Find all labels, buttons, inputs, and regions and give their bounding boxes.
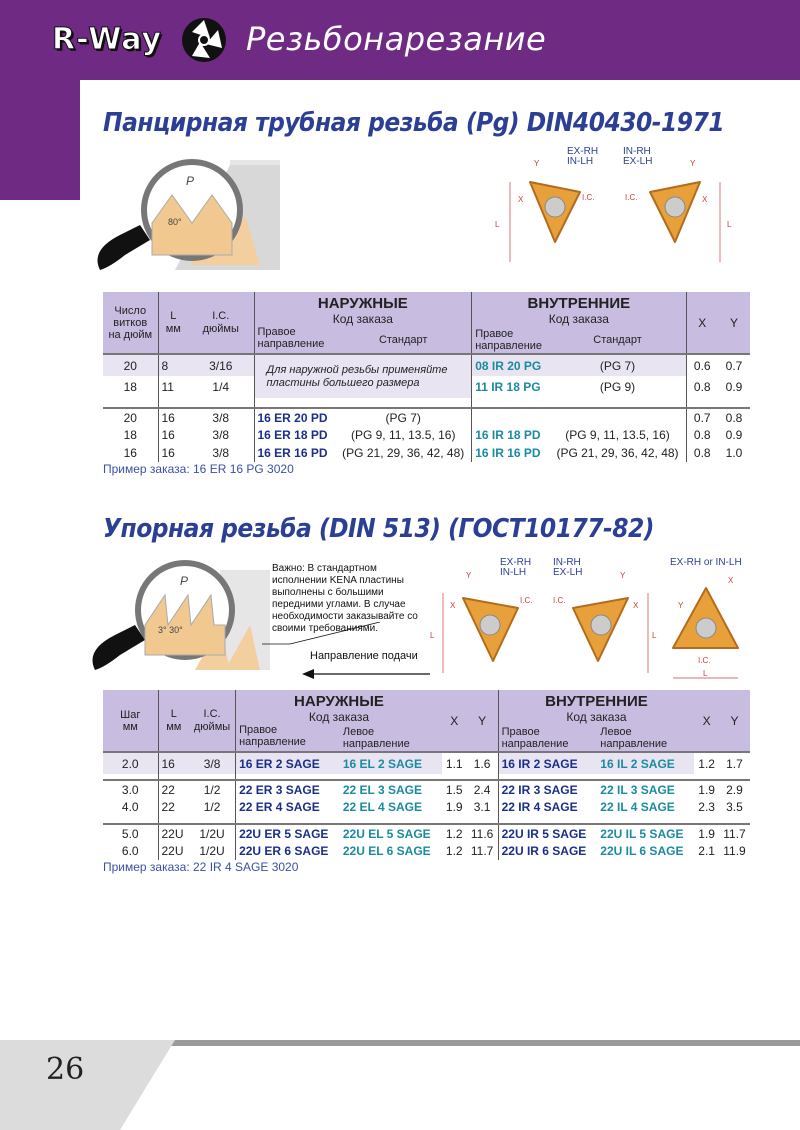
ext-header: НАРУЖНЫЕ (254, 292, 472, 312)
label-ic-right: I.C. (625, 193, 638, 202)
table-row: 16 16 3/8 16 ER 16 PD (PG 21, 29, 36, 42, 48) 16 IR 16 PD (PG 21, 29, 36, 42, 48) 0.8 1.0 (103, 444, 750, 462)
label2-in-lh: IN-LH (500, 567, 527, 578)
section2-title: Упорная резьба (DIN 513) (ГОСТ10177-82) (103, 514, 654, 544)
section2-insert-diagram (428, 553, 763, 683)
ext-std: Стандарт (335, 326, 471, 354)
label2-y-third: Y (678, 601, 684, 610)
section1-title: Панцирная трубная резьба (Pg) DIN40430-1971 (103, 108, 725, 138)
int-header: ВНУТРЕННИЕ (472, 292, 686, 312)
label-in-rh: IN-RH (623, 146, 651, 157)
label2-y-right: Y (620, 571, 626, 580)
ext2-left-dir: Левое направление (342, 725, 410, 750)
col-l2-header: L мм (166, 707, 182, 733)
int2-subheader: Код заказа (566, 710, 627, 724)
label2-ex-lh: EX-LH (553, 567, 583, 578)
ext-right-dir: Правое направление (257, 326, 325, 350)
table-row: 5.0 22U 1/2U 22U ER 5 SAGE 22U EL 5 SAGE 1.2 11.6 22U IR 5 SAGE 22U IL 5 SAGE 1.9 11.7 (103, 824, 750, 842)
section1-insert-diagram (490, 142, 740, 272)
label2-ic-third: I.C. (698, 656, 711, 665)
table-row: 20 8 3/16 Для наружной резьбы применяйте пластины большего размера 08 IR 20 PG (PG 7) 0.6 0.7 (103, 354, 750, 376)
section1-table (103, 292, 750, 462)
int-std: Стандарт (550, 326, 686, 354)
ext-subheader: Код заказа (254, 312, 472, 326)
label-ex-rh: EX-RH (567, 146, 599, 157)
loupe2-angle-label: 3° 30° (158, 625, 183, 635)
table-row: 2.0 16 3/8 16 ER 2 SAGE 16 EL 2 SAGE 1.1 1.6 16 IR 2 SAGE 16 IL 2 SAGE 1.2 1.7 (103, 752, 750, 774)
ext2-subheader: Код заказа (308, 710, 370, 724)
label-ic-left: I.C. (582, 193, 595, 202)
ext-note: Для наружной резьбы применяйте пластины большего размера (254, 354, 472, 398)
col-y-header: Y (729, 315, 738, 330)
table-row: 18 16 3/8 16 ER 18 PD (PG 9, 11, 13.5, 16) 16 IR 18 PD (PG 9, 11, 13.5, 16) 0.8 0.9 (103, 426, 750, 444)
ext2-header: НАРУЖНЫЕ (294, 693, 384, 710)
label2-ic-right: I.C. (553, 596, 566, 605)
section1-loupe-illustration (80, 155, 280, 280)
label-x-right: X (702, 195, 708, 204)
feed-arrow-icon (300, 666, 440, 682)
col-x-header: X (698, 315, 707, 330)
section1-order-example: Пример заказа: 16 ER 16 PG 3020 (103, 462, 294, 476)
col-l-header: L мм (165, 309, 181, 335)
label-l-right: L (727, 220, 732, 229)
col-y2-header: Y (730, 713, 739, 728)
loupe-angle-label: 80° (168, 217, 182, 227)
int2-header: ВНУТРЕННИЕ (545, 693, 648, 710)
col-y1-header: Y (467, 690, 499, 752)
ext2-right-dir: Правое направление (239, 724, 306, 748)
col-threads-header: Число витков на дюйм (103, 292, 158, 354)
label2-third: EX-RH or IN-LH (670, 557, 742, 568)
int2-right-dir: Правое направление (501, 725, 569, 750)
col-pitch-header: Шаг мм (103, 690, 158, 752)
label2-x-left: X (450, 601, 456, 610)
table-row: 3.0 22 1/2 22 ER 3 SAGE 22 EL 3 SAGE 1.5 2.4 22 IR 3 SAGE 22 IL 3 SAGE 1.9 2.9 (103, 780, 750, 798)
brand-logo-icon (178, 14, 230, 66)
int-right-dir: Правое направление (475, 327, 543, 352)
label2-l-left: L (430, 631, 435, 640)
label2-x-right: X (633, 601, 639, 610)
label2-ic-left: I.C. (520, 596, 533, 605)
section2-table (103, 690, 750, 860)
label2-x-third: X (728, 576, 734, 585)
header-title: Резьбонарезание (246, 20, 547, 58)
table-row: 18 11 1/4 11 IR 18 PG (PG 9) 0.8 0.9 (103, 376, 750, 398)
label2-ex-rh: EX-RH (500, 557, 532, 568)
loupe-p-label: P (186, 174, 195, 188)
section2-important-note: Важно: В стандартном исполнении KENA пластины выполнены с большими передними углами. В случае необходимости заказывайте со своими требованиями. (272, 563, 418, 634)
label-l-left: L (495, 220, 500, 229)
feed-direction-label: Направление подачи (310, 650, 418, 662)
footer-band (0, 1040, 800, 1130)
header-side-band (0, 80, 80, 200)
col-ic2-header: I.C. дюймы (189, 690, 236, 752)
label2-l-third: L (703, 669, 708, 678)
col-ic-header: I.C. дюймы (188, 292, 254, 354)
table-row: 20 16 3/8 16 ER 20 PD (PG 7) 0.7 0.8 (103, 408, 750, 426)
label-y-left: Y (534, 159, 540, 168)
loupe2-p-label: P (180, 574, 189, 588)
col-x1-header: X (450, 713, 459, 728)
label2-in-rh: IN-RH (553, 557, 581, 568)
col-x2-header: X (702, 713, 711, 728)
brand-name: R-Way (52, 22, 163, 57)
int2-left-dir: Левое направление (600, 725, 668, 750)
label2-y-left: Y (466, 571, 472, 580)
int-subheader: Код заказа (472, 312, 686, 326)
label2-l-right: L (652, 631, 657, 640)
page-number: 26 (46, 1052, 85, 1087)
label-x-left: X (518, 195, 524, 204)
label-in-lh: IN-LH (567, 156, 594, 167)
label-y-right: Y (690, 159, 696, 168)
table-row: 6.0 22U 1/2U 22U ER 6 SAGE 22U EL 6 SAGE 1.2 11.7 22U IR 6 SAGE 22U IL 6 SAGE 2.1 11.9 (103, 842, 750, 860)
leader-line (260, 622, 440, 652)
label-ex-lh: EX-LH (623, 156, 653, 167)
table-row: 4.0 22 1/2 22 ER 4 SAGE 22 EL 4 SAGE 1.9 3.1 22 IR 4 SAGE 22 IL 4 SAGE 2.3 3.5 (103, 798, 750, 816)
section2-order-example: Пример заказа: 22 IR 4 SAGE 3020 (103, 860, 299, 874)
section2-loupe-illustration (80, 555, 270, 680)
